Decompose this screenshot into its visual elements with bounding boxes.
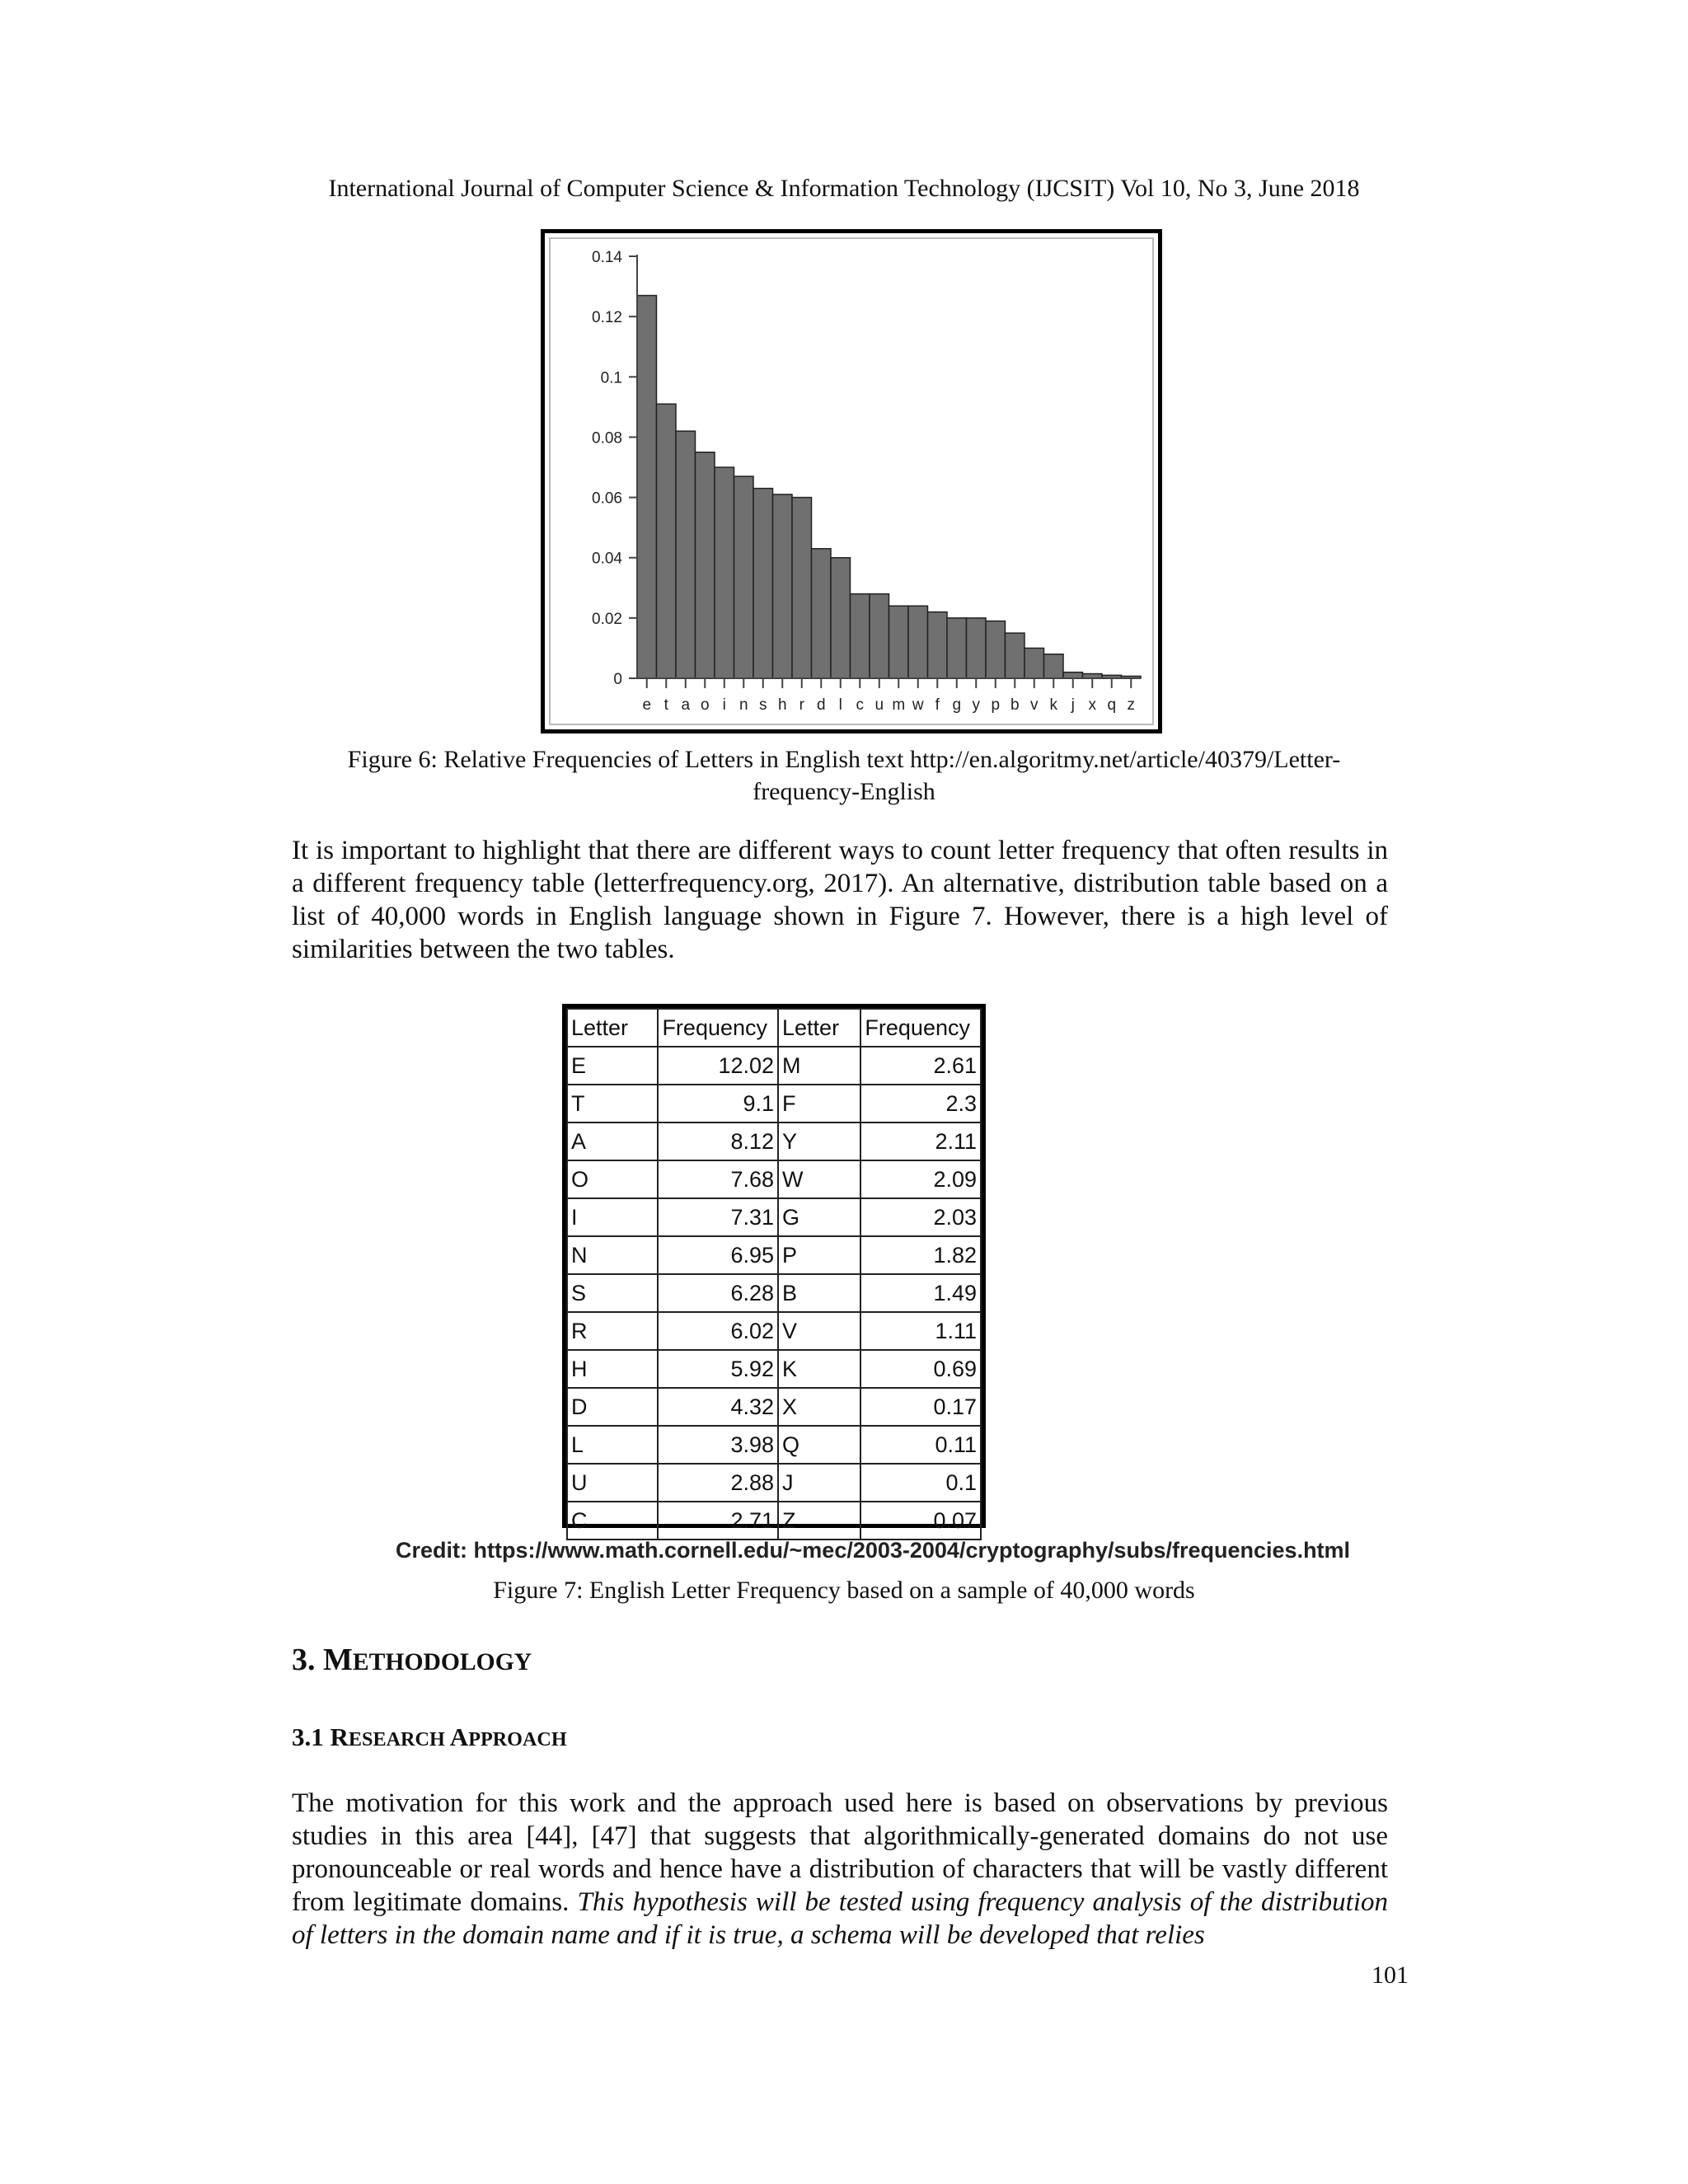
chart-bar-m (889, 606, 909, 678)
frequency-table (566, 1008, 982, 1540)
figure6-caption-line2: frequency-English (753, 778, 935, 805)
x-tick-label-q: q (1107, 696, 1117, 714)
frequency-cell: 1.11 (860, 1312, 981, 1350)
chart-bar-e (637, 296, 657, 678)
figure7-caption: Figure 7: English Letter Frequency based on a sample of 40,000 words (493, 1577, 1195, 1604)
table-row (567, 1464, 981, 1502)
x-tick-label-c: c (856, 696, 864, 714)
y-tick-label: 0.04 (592, 550, 622, 568)
chart-bar-g (947, 618, 967, 678)
letter-cell: H (567, 1350, 658, 1388)
frequency-cell: 0.07 (860, 1502, 981, 1540)
letter-cell: D (567, 1388, 658, 1426)
letter-cell: Z (778, 1502, 860, 1540)
frequency-cell: 1.49 (860, 1274, 981, 1312)
chart-bar-h (773, 494, 793, 678)
section-3-1-number: 3.1 (292, 1722, 331, 1751)
letter-cell: Q (778, 1426, 860, 1464)
x-tick-label-u: u (874, 696, 884, 714)
section-3-number: 3. (292, 1643, 323, 1677)
table-row (567, 1047, 981, 1085)
letter-cell: S (567, 1274, 658, 1312)
x-tick-label-l: l (838, 696, 842, 714)
frequency-cell: 2.03 (860, 1198, 981, 1236)
x-tick-label-m: m (892, 696, 906, 714)
y-tick-label: 0.08 (592, 429, 622, 448)
frequency-cell: 3.98 (658, 1426, 778, 1464)
table-row (567, 1122, 981, 1160)
frequency-cell: 4.32 (658, 1388, 778, 1426)
x-tick-label-d: d (816, 696, 826, 714)
x-tick-label-h: h (777, 696, 787, 714)
section-3-1-word1-rest: ESEARCH (348, 1728, 445, 1750)
chart-bar-w (908, 606, 928, 678)
frequency-cell: 2.09 (860, 1160, 981, 1198)
section-3-1-word2-rest: PPROACH (468, 1728, 567, 1750)
chart-bar-a (676, 431, 696, 678)
letter-cell: O (567, 1160, 658, 1198)
frequency-cell: 2.11 (860, 1122, 981, 1160)
x-tick-label-j: j (1071, 696, 1075, 714)
x-tick-label-n: n (738, 696, 748, 714)
frequency-cell: 1.82 (860, 1236, 981, 1274)
x-tick-label-x: x (1088, 696, 1096, 714)
chart-bar-s (753, 489, 773, 678)
letter-cell: I (567, 1198, 658, 1236)
chart-bar-b (1006, 633, 1025, 678)
chart-bar-t (657, 404, 677, 678)
letter-frequency-chart (541, 229, 1162, 733)
paragraph-2 (292, 1787, 1388, 1952)
running-header: International Journal of Computer Science & Information Technology (IJCSIT) Vol 10, No 3, June 2018 (328, 175, 1360, 202)
table-body (567, 1047, 981, 1540)
letter-cell: R (567, 1312, 658, 1350)
figure6-caption-line1: Figure 6: Relative Frequencies of Letters in English text http://en.algoritmy.net/article/40379/Letter- (347, 746, 1341, 773)
x-tick-label-y: y (972, 696, 980, 714)
chart-bar-f (928, 612, 948, 678)
chart-bar-o (696, 452, 715, 678)
frequency-cell: 6.95 (658, 1236, 778, 1274)
frequency-cell: 12.02 (658, 1047, 778, 1085)
y-tick-label: 0.12 (592, 309, 622, 327)
chart-bar-k (1044, 654, 1064, 678)
y-tick-label: 0.06 (592, 490, 622, 508)
x-tick-label-b: b (1010, 696, 1020, 714)
frequency-cell: 2.61 (860, 1047, 981, 1085)
chart-bar-u (870, 594, 889, 678)
x-tick-label-v: v (1030, 696, 1039, 714)
x-tick-label-e: e (642, 696, 652, 714)
frequency-cell: 6.02 (658, 1312, 778, 1350)
figure7-credit: Credit: https://www.math.cornell.edu/~mec/2003-2004/cryptography/subs/frequencies.html (396, 1538, 1351, 1563)
letter-cell: T (567, 1085, 658, 1122)
frequency-cell: 7.68 (658, 1160, 778, 1198)
frequency-cell: 8.12 (658, 1122, 778, 1160)
letter-cell: N (567, 1236, 658, 1274)
chart-bar-v (1025, 648, 1044, 678)
frequency-cell: 7.31 (658, 1198, 778, 1236)
chart-bar-j (1063, 673, 1083, 678)
x-tick-label-z: z (1127, 696, 1135, 714)
section-3-1-word2-cap: A (449, 1722, 469, 1751)
table-row (567, 1085, 981, 1122)
chart-bar-l (831, 558, 851, 678)
chart-svg (545, 233, 1158, 729)
chart-bar-y (967, 618, 987, 678)
letter-cell: V (778, 1312, 860, 1350)
letter-cell: G (778, 1198, 860, 1236)
letter-cell: C (567, 1502, 658, 1540)
chart-bar-c (851, 594, 870, 678)
paragraph-2-text: The motivation for this work and the approach used here is based on observations by previous studies in this area [44], [47] that suggests that algorithmically-generated domains do not use pronounceable or real words and hence have a distribution of characters that will be vastly different from legitimate domains. (292, 1788, 1388, 1917)
chart-bar-d (812, 549, 832, 678)
header-letter-1: Letter (567, 1009, 658, 1047)
table-row (567, 1502, 981, 1540)
letter-cell: Y (778, 1122, 860, 1160)
x-tick-label-r: r (799, 696, 804, 714)
x-tick-label-w: w (912, 696, 924, 714)
y-tick-label: 0.14 (592, 249, 622, 266)
section-3-title-cap: M (323, 1643, 353, 1677)
y-tick-label: 0.1 (600, 369, 622, 387)
frequency-cell: 5.92 (658, 1350, 778, 1388)
letter-cell: W (778, 1160, 860, 1198)
letter-cell: B (778, 1274, 860, 1312)
table-row (567, 1160, 981, 1198)
letter-cell: A (567, 1122, 658, 1160)
x-tick-label-s: s (759, 696, 767, 714)
letter-cell: K (778, 1350, 860, 1388)
chart-bar-r (792, 498, 812, 678)
x-tick-label-g: g (952, 696, 962, 714)
paragraph-2-hypothesis: This hypothesis will be tested using frequency analysis of the distribution of letters in the domain name and if it is true, a schema will be developed that relies (292, 1887, 1388, 1950)
letter-cell: X (778, 1388, 860, 1426)
table-row (567, 1312, 981, 1350)
table-row (567, 1388, 981, 1426)
table-row (567, 1426, 981, 1464)
x-tick-label-a: a (681, 696, 691, 714)
table-row (567, 1198, 981, 1236)
chart-bar-n (734, 476, 754, 678)
header-frequency-1: Frequency (658, 1009, 778, 1047)
frequency-cell: 9.1 (658, 1085, 778, 1122)
letter-cell: M (778, 1047, 860, 1085)
chart-bar-i (715, 467, 734, 678)
table-row (567, 1236, 981, 1274)
section-3-1-heading (292, 1722, 567, 1752)
letter-cell: J (778, 1464, 860, 1502)
frequency-cell: 0.17 (860, 1388, 981, 1426)
header-letter-2: Letter (778, 1009, 860, 1047)
letter-cell: U (567, 1464, 658, 1502)
x-tick-label-f: f (935, 696, 940, 714)
section-3-1-word1-cap: R (330, 1722, 349, 1751)
letter-cell: L (567, 1426, 658, 1464)
frequency-cell: 2.3 (860, 1085, 981, 1122)
x-tick-label-o: o (700, 696, 710, 714)
x-tick-label-k: k (1049, 696, 1057, 714)
page-number: 101 (1372, 1961, 1409, 1989)
x-tick-label-i: i (722, 696, 726, 714)
letter-cell: E (567, 1047, 658, 1085)
table-row (567, 1274, 981, 1312)
y-tick-label: 0 (613, 671, 622, 688)
frequency-cell: 2.71 (658, 1502, 778, 1540)
y-tick-label: 0.02 (592, 610, 622, 628)
frequency-cell: 0.1 (860, 1464, 981, 1502)
frequency-cell: 2.88 (658, 1464, 778, 1502)
frequency-cell: 0.69 (860, 1350, 981, 1388)
frequency-cell: 6.28 (658, 1274, 778, 1312)
x-tick-label-t: t (663, 696, 668, 714)
letter-cell: P (778, 1236, 860, 1274)
frequency-table-frame (562, 1004, 986, 1533)
frequency-cell: 0.11 (860, 1426, 981, 1464)
header-frequency-2: Frequency (860, 1009, 981, 1047)
section-3-title-rest: ETHODOLOGY (352, 1649, 532, 1675)
table-row (567, 1350, 981, 1388)
paragraph-1: It is important to highlight that there are different ways to count letter frequency that often results in a different frequency table (letterfrequency.org, 2017). An alternative, distribution table based on a list of 40,000 words in English language shown in Figure 7. However, there is a high level of similarities between the two tables. (292, 836, 1388, 964)
x-tick-label-p: p (991, 696, 1001, 714)
section-3-heading (292, 1642, 532, 1678)
chart-bar-p (986, 621, 1006, 678)
table-header-row (567, 1009, 981, 1047)
letter-cell: F (778, 1085, 860, 1122)
